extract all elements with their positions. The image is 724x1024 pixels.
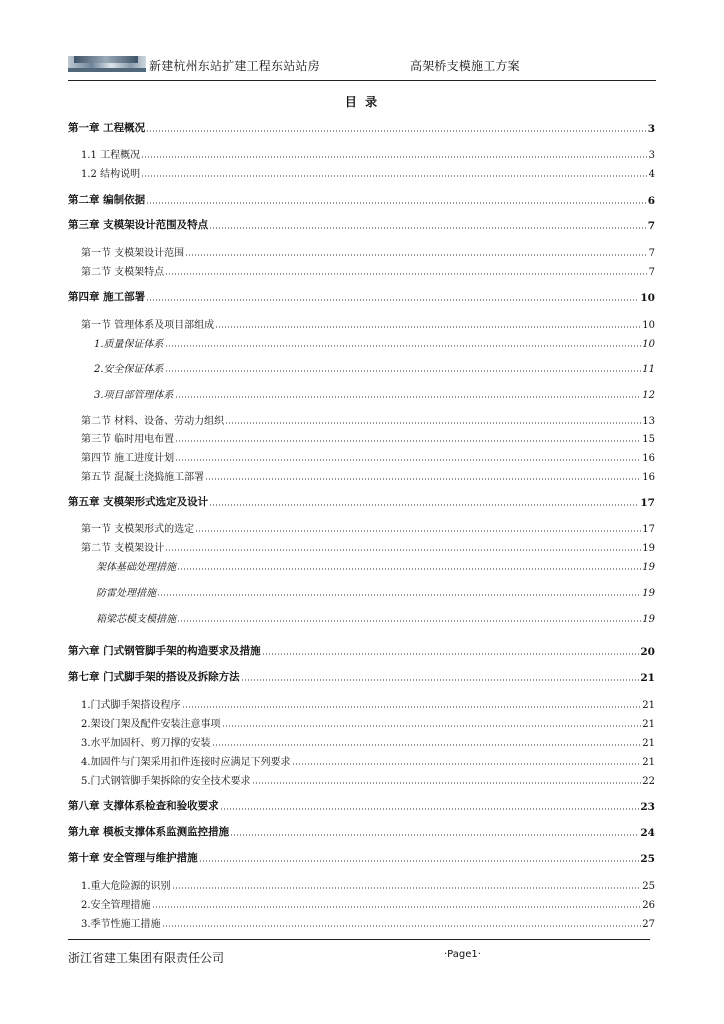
toc-entry[interactable] xyxy=(81,773,655,787)
toc-entry-page: 27 xyxy=(642,919,655,930)
dot-leader xyxy=(152,906,642,908)
toc-entry-label: 2.安全管理措施 xyxy=(81,900,151,911)
toc-title: 目 录 xyxy=(344,95,380,109)
toc-entry-label: 3.项目部管理体系 xyxy=(94,390,174,401)
toc-entry-page: 20 xyxy=(640,646,655,658)
dot-leader xyxy=(141,156,648,158)
toc-entry[interactable] xyxy=(68,290,655,304)
toc-entry[interactable] xyxy=(68,851,655,865)
toc-entry-page: 21 xyxy=(642,719,655,730)
page-footer xyxy=(68,939,650,964)
toc-entry[interactable] xyxy=(96,585,655,599)
toc-entry-page: 17 xyxy=(640,497,655,509)
toc-entry-label: 第八章 支撑体系检查和验收要求 xyxy=(68,800,219,812)
toc-entry[interactable] xyxy=(81,735,655,749)
dot-leader xyxy=(146,202,647,204)
toc-entry-label: 3.水平加固杆、剪刀撑的安装 xyxy=(81,738,211,749)
toc-entry[interactable] xyxy=(81,754,655,768)
dot-leader xyxy=(165,345,642,347)
toc-entry-label: 1.重大危险源的识别 xyxy=(81,881,171,892)
dot-leader xyxy=(241,679,640,681)
toc-entry-page: 17 xyxy=(642,524,655,535)
toc-entry[interactable] xyxy=(81,521,655,535)
toc-entry[interactable] xyxy=(81,878,655,892)
dot-leader xyxy=(185,254,647,256)
toc-entry[interactable] xyxy=(68,193,655,207)
toc-entry[interactable] xyxy=(81,897,655,911)
toc-entry-page: 3 xyxy=(648,150,655,161)
toc-entry[interactable] xyxy=(81,916,655,930)
dot-leader xyxy=(165,549,641,551)
toc-entry-page: 16 xyxy=(642,472,655,483)
toc-entry[interactable] xyxy=(81,431,655,445)
toc-entry-page: 19 xyxy=(642,543,655,554)
toc-entry-label: 防雷处理措施 xyxy=(96,588,156,599)
toc-entry[interactable] xyxy=(81,413,655,427)
dot-leader xyxy=(252,782,642,784)
toc-entry-page: 21 xyxy=(642,700,655,711)
toc-entry-label: 第七章 门式脚手架的搭设及拆除方法 xyxy=(68,671,240,683)
toc-entry-page: 10 xyxy=(642,320,655,331)
dot-leader xyxy=(146,299,639,301)
toc-entry-label: 2.架设门架及配件安装注意事项 xyxy=(81,719,221,730)
dot-leader xyxy=(209,227,647,229)
toc-entry-page: 19 xyxy=(642,588,655,599)
toc-entry-label: 第一章 工程概况 xyxy=(68,122,146,134)
toc-entry-label: 第二节 材料、设备、劳动力组织 xyxy=(81,416,225,427)
dot-leader xyxy=(162,925,642,927)
toc-entry-page: 6 xyxy=(647,195,655,207)
dot-leader xyxy=(175,396,642,398)
dot-leader xyxy=(220,808,640,810)
building-logo-icon xyxy=(68,56,146,72)
toc-entry[interactable] xyxy=(68,825,655,839)
toc-entry-label: 1.门式脚手架搭设程序 xyxy=(81,700,181,711)
toc-entry-page: 21 xyxy=(640,672,655,684)
toc-entry-label: 3.季节性施工措施 xyxy=(81,919,161,930)
dot-leader xyxy=(222,725,642,727)
toc-entry[interactable] xyxy=(81,264,655,278)
dot-leader xyxy=(177,568,641,570)
toc-entry-page: 22 xyxy=(642,776,655,787)
dot-leader xyxy=(175,459,641,461)
toc-entry-label: 第一节 支模架形式的选定 xyxy=(81,524,195,535)
dot-leader xyxy=(225,422,641,424)
toc-entry-label: 第一节 支模架设计范围 xyxy=(81,248,185,259)
toc-entry-page: 15 xyxy=(642,434,655,445)
toc-entry-label: 第五节 混凝土浇捣施工部署 xyxy=(81,472,205,483)
dot-leader xyxy=(146,130,647,132)
toc-entry[interactable] xyxy=(94,336,655,350)
header-project-name: 新建杭州东站扩建工程东站站房 xyxy=(149,59,320,73)
toc-entry-label: 第四节 施工进度计划 xyxy=(81,453,175,464)
toc-entry-page: 10 xyxy=(640,292,655,304)
dot-leader xyxy=(141,175,648,177)
toc-entry[interactable] xyxy=(81,317,655,331)
toc-entry[interactable] xyxy=(68,670,655,684)
toc-entry-label: 1.1 工程概况 xyxy=(81,150,141,161)
toc-entry-label: 1.质量保证体系 xyxy=(94,339,164,350)
toc-entry-page: 7 xyxy=(647,220,655,232)
toc-entry[interactable] xyxy=(96,559,655,573)
toc-entry-page: 16 xyxy=(642,453,655,464)
toc-entry-label: 第二节 支模架特点 xyxy=(81,267,165,278)
toc-entry-label: 架体基础处理措施 xyxy=(96,562,176,573)
toc-entry-page: 21 xyxy=(642,757,655,768)
dot-leader xyxy=(205,478,641,480)
dot-leader xyxy=(172,887,642,889)
toc-entry-label: 1.2 结构说明 xyxy=(81,169,141,180)
toc-entry[interactable] xyxy=(81,147,655,161)
toc-entry[interactable] xyxy=(68,218,655,232)
toc-entry[interactable] xyxy=(94,361,655,375)
dot-leader xyxy=(215,326,641,328)
dot-leader xyxy=(157,594,641,596)
toc-entry-label: 第一节 管理体系及项目部组成 xyxy=(81,320,215,331)
toc-entry[interactable] xyxy=(96,611,655,625)
toc-entry-label: 第二章 编制依据 xyxy=(68,194,146,206)
dot-leader xyxy=(177,620,641,622)
toc-entry-page: 7 xyxy=(648,267,655,278)
page-header xyxy=(68,52,656,81)
toc-entry-page: 11 xyxy=(642,364,655,375)
toc-entry-label: 第六章 门式钢管脚手架的构造要求及措施 xyxy=(68,645,261,657)
toc-entry[interactable] xyxy=(81,166,655,180)
toc-entry-label: 4.加固件与门架采用扣件连接时应满足下列要求 xyxy=(81,757,291,768)
toc-entry[interactable] xyxy=(68,495,655,509)
toc-entry-page: 25 xyxy=(640,853,655,865)
dot-leader xyxy=(165,370,642,372)
toc-entry-page: 10 xyxy=(642,339,655,350)
toc-entry-page: 24 xyxy=(640,827,655,839)
toc-entry[interactable] xyxy=(81,245,655,259)
toc-entry-label: 第二节 支模架设计 xyxy=(81,543,165,554)
toc-entry[interactable] xyxy=(81,450,655,464)
toc-entry-page: 3 xyxy=(647,123,655,135)
toc-entry[interactable] xyxy=(81,697,655,711)
dot-leader xyxy=(199,860,640,862)
dot-leader xyxy=(175,440,641,442)
toc-entry[interactable] xyxy=(81,716,655,730)
toc-entry-label: 第九章 模板支撑体系监测监控措施 xyxy=(68,826,230,838)
toc-entry-label: 第五章 支模架形式选定及设计 xyxy=(68,496,209,508)
toc-entry-page: 23 xyxy=(640,801,655,813)
dot-leader xyxy=(209,504,639,506)
toc-entry-page: 19 xyxy=(642,562,655,573)
dot-leader xyxy=(262,653,640,655)
toc-entry-page: 12 xyxy=(642,390,655,401)
toc-entry-page: 7 xyxy=(648,248,655,259)
dot-leader xyxy=(195,530,641,532)
dot-leader xyxy=(182,706,642,708)
toc-entry[interactable] xyxy=(94,387,655,401)
dot-leader xyxy=(212,744,642,746)
toc-entry-page: 26 xyxy=(642,900,655,911)
toc-entry-page: 19 xyxy=(642,614,655,625)
toc-entry-label: 箱梁芯模支模措施 xyxy=(96,614,176,625)
toc-entry[interactable] xyxy=(81,540,655,554)
toc-entry-label: 2.安全保证体系 xyxy=(94,364,164,375)
toc-entry-page: 13 xyxy=(642,416,655,427)
toc-entry-page: 25 xyxy=(642,881,655,892)
dot-leader xyxy=(230,834,639,836)
toc-entry[interactable] xyxy=(68,799,655,813)
toc-entry[interactable] xyxy=(81,469,655,483)
dot-leader xyxy=(292,763,642,765)
toc-entry-page: 4 xyxy=(648,169,655,180)
toc-entry[interactable] xyxy=(68,644,655,658)
header-document-title: 高架桥支模施工方案 xyxy=(410,59,520,73)
footer-page-number: ·Page1· xyxy=(444,949,481,960)
toc-entry-label: 第三节 临时用电布置 xyxy=(81,434,175,445)
footer-company-name: 浙江省建工集团有限责任公司 xyxy=(68,951,225,965)
toc-entry-page: 21 xyxy=(642,738,655,749)
dot-leader xyxy=(165,273,647,275)
toc-entry-label: 第十章 安全管理与维护措施 xyxy=(68,852,198,864)
toc-entry[interactable] xyxy=(68,121,655,135)
toc-entry-label: 第三章 支模架设计范围及特点 xyxy=(68,219,209,231)
toc-entry-label: 第四章 施工部署 xyxy=(68,291,146,303)
toc-entry-label: 5.门式钢管脚手架拆除的安全技术要求 xyxy=(81,776,251,787)
